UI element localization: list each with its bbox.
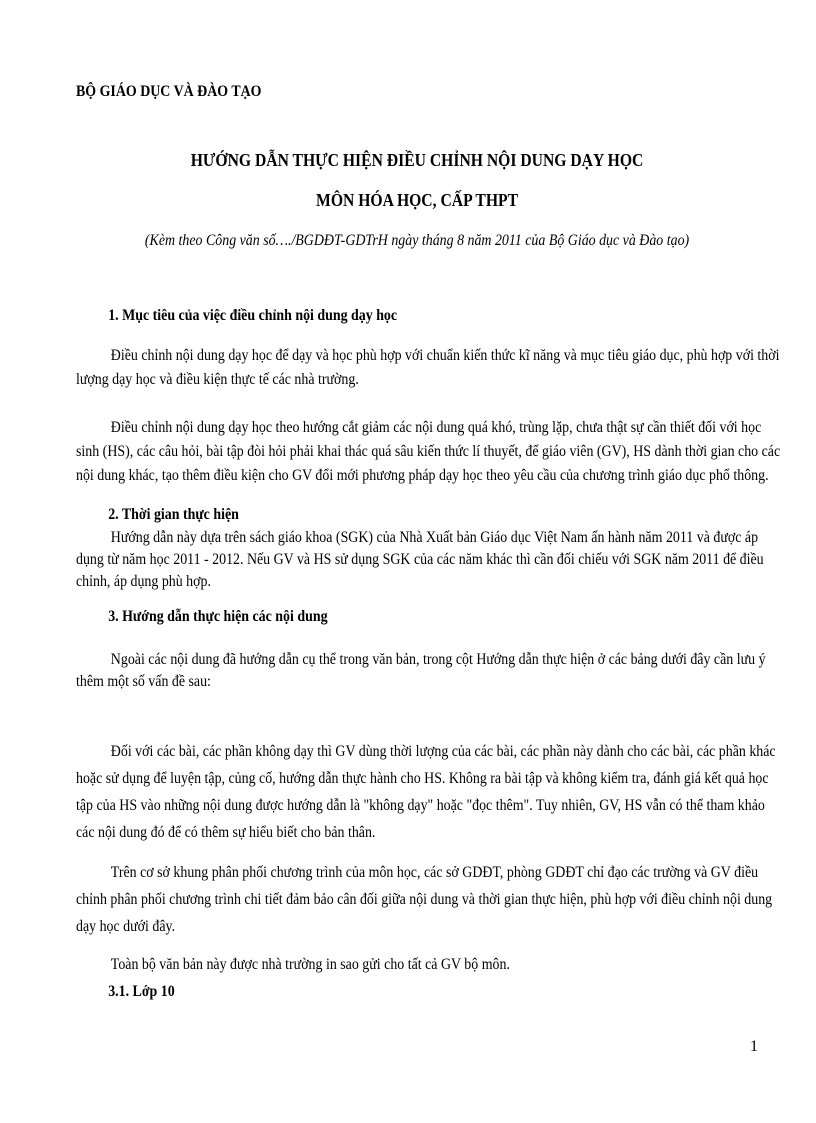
paragraph-line: nội dung khác, tạo thêm điều kiện cho GV đổi mới phương pháp dạy học theo yêu cầu của chương trình giáo dục phổ thông. <box>76 467 769 484</box>
paragraph-line: dụng từ năm học 2011 - 2012. Nếu GV và HS sử dụng SGK của các năm khác thì cần đối chiếu với SGK năm 2011 để điều <box>76 551 764 568</box>
paragraph-line: chỉnh phân phối chương trình chi tiết đảm bảo cân đối giữa nội dung và thời gian thực hiện, phù hợp với điều chỉnh nội dung <box>76 891 773 908</box>
paragraph-line: Toàn bộ văn bản này được nhà trường in sao gửi cho tất cả GV bộ môn. <box>110 956 510 973</box>
paragraph-2 <box>76 416 781 488</box>
paragraph-line: Điều chỉnh nội dung dạy học theo hướng cắt giảm các nội dung quá khó, trùng lặp, chưa thật sự cần thiết đối với học <box>110 419 762 436</box>
paragraph-line: sinh (HS), các câu hỏi, bài tập đòi hỏi phải khai thác quá sâu kiến thức lí thuyết, để giáo viên (GV), HS dành thời gian cho các <box>76 443 781 460</box>
document-subject: MÔN HÓA HỌC, CẤP THPT <box>316 190 519 210</box>
paragraph-line: Điều chỉnh nội dung dạy học để dạy và học phù hợp với chuẩn kiến thức kĩ năng và mục tiêu giáo dục, phù hợp với thời <box>110 347 780 364</box>
paragraph-4 <box>76 649 766 693</box>
document-title: HƯỚNG DẪN THỰC HIỆN ĐIỀU CHỈNH NỘI DUNG DẠY HỌC <box>190 150 644 170</box>
paragraph-6 <box>76 859 773 940</box>
section-heading-3: 3. Hướng dẫn thực hiện các nội dung <box>108 608 328 625</box>
paragraph-line: dạy học dưới đây. <box>76 918 176 935</box>
section-heading-1: 1. Mục tiêu của việc điều chỉnh nội dung dạy học <box>108 307 398 324</box>
document-page <box>76 0 781 1123</box>
section-heading-3-1: 3.1. Lớp 10 <box>108 983 175 1000</box>
paragraph-line: Đối với các bài, các phần không dạy thì GV dùng thời lượng của các bài, các phần này dành cho các bài, các phần khác <box>110 743 776 760</box>
paragraph-5 <box>76 738 776 846</box>
paragraph-line: hoặc sử dụng để luyện tập, củng cố, hướng dẫn thực hành cho HS. Không ra bài tập và không kiểm tra, đánh giá kết quả học <box>76 770 769 787</box>
paragraph-line: Hướng dẫn này dựa trên sách giáo khoa (SGK) của Nhà Xuất bản Giáo dục Việt Nam ấn hành năm 2011 và được áp <box>110 529 759 546</box>
paragraph-line: tập của HS vào những nội dung được hướng dẫn là "không dạy" hoặc "đọc thêm". Tuy nhiên, GV, HS vẫn có thể tham khảo <box>76 797 765 814</box>
section-heading-2: 2. Thời gian thực hiện <box>108 506 239 523</box>
organization-header: BỘ GIÁO DỤC VÀ ĐÀO TẠO <box>76 83 262 100</box>
paragraph-line: chỉnh, áp dụng phù hợp. <box>76 573 211 590</box>
paragraph-line: các nội dung đó để có thêm sự hiểu biết cho bản thân. <box>76 824 376 841</box>
paragraph-1 <box>76 344 780 392</box>
paragraph-line: Trên cơ sở khung phân phối chương trình của môn học, các sở GDĐT, phòng GDĐT chỉ đạo các trường và GV điều <box>110 864 759 881</box>
paragraph-7 <box>76 953 758 977</box>
paragraph-line: Ngoài các nội dung đã hướng dẫn cụ thể trong văn bản, trong cột Hướng dẫn thực hiện ở các bảng dưới đây cần lưu ý <box>110 651 766 668</box>
paragraph-line: thêm một số vấn đề sau: <box>76 673 211 690</box>
paragraph-line: lượng dạy học và điều kiện thực tế các nhà trường. <box>76 371 359 388</box>
document-reference: (Kèm theo Công văn số…./BGDĐT-GDTrH ngày tháng 8 năm 2011 của Bộ Giáo dục và Đào tạo) <box>144 232 690 249</box>
page-number: 1 <box>750 1038 758 1055</box>
paragraph-3 <box>76 527 764 593</box>
